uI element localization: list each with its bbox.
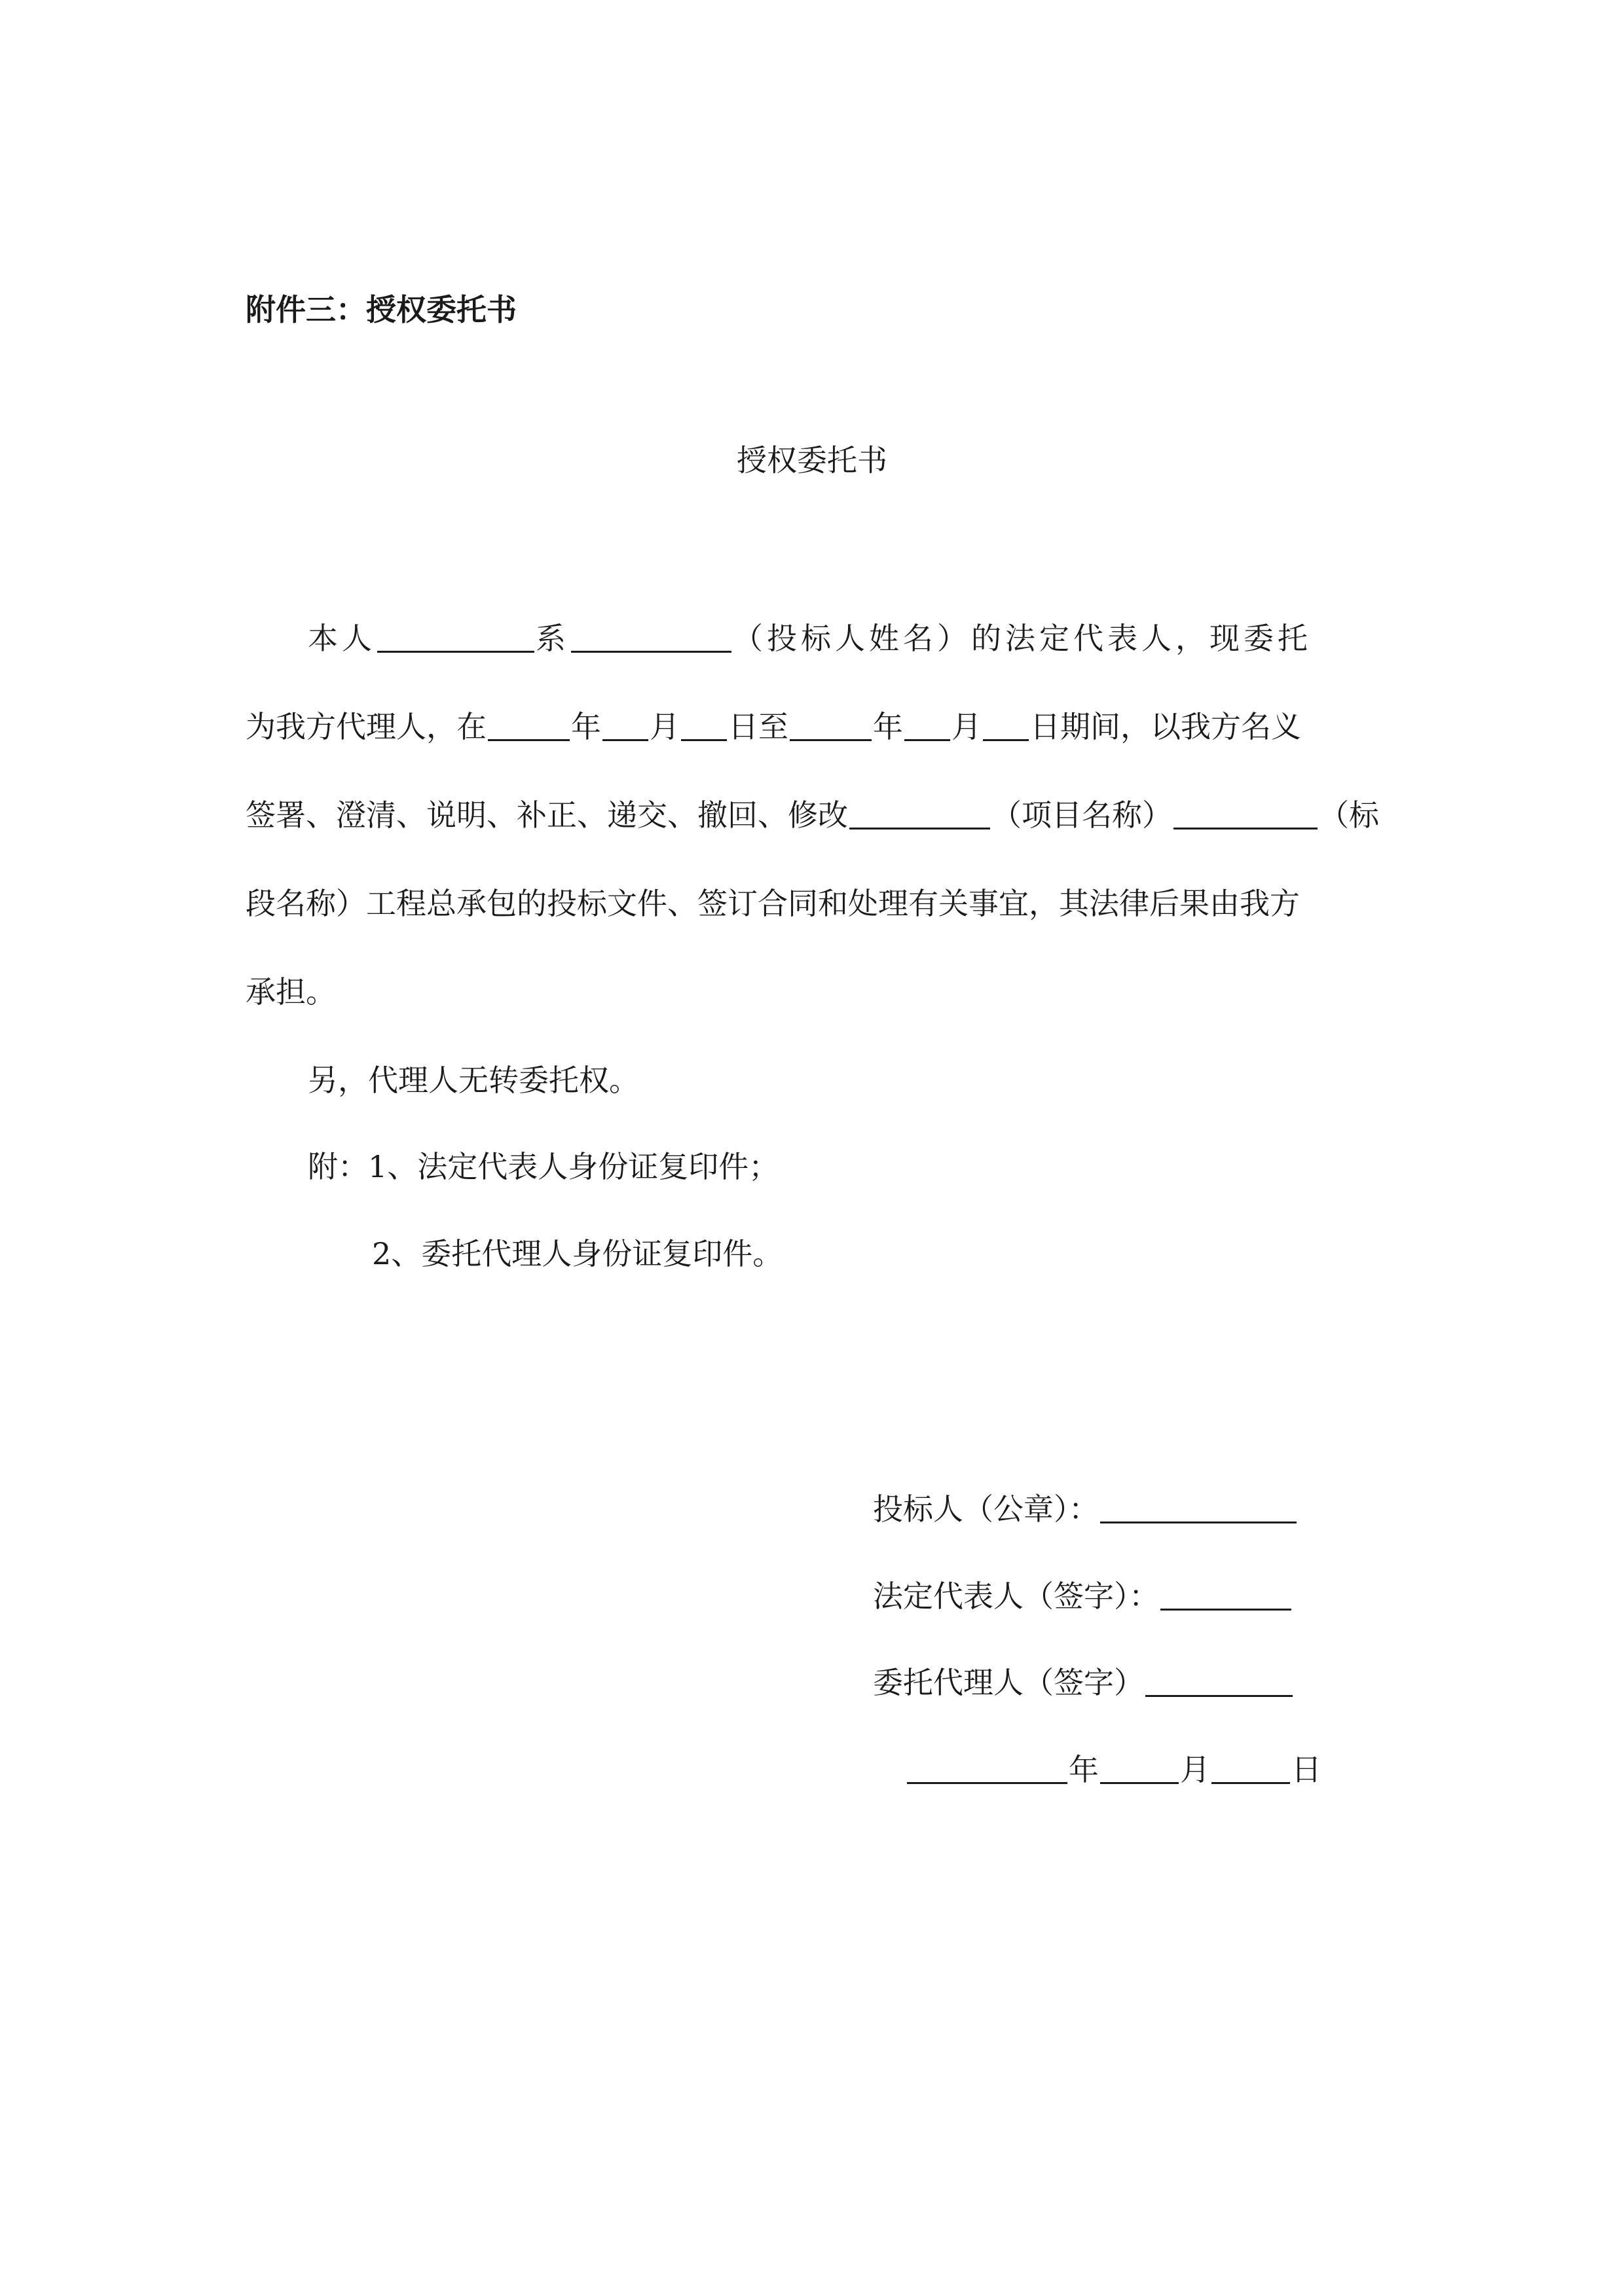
text-project-name: （项目名称） xyxy=(991,797,1172,833)
text-actions: 签署、澄清、说明、补正、递交、撤回、修改 xyxy=(246,797,848,833)
agent-sign-line xyxy=(873,1643,1294,1722)
text-month: 月 xyxy=(1180,1752,1210,1787)
attachment-item-2: 2、委托代理人身份证复印件。 xyxy=(372,1236,783,1271)
project-name-blank[interactable] xyxy=(849,793,990,829)
section-name-blank[interactable] xyxy=(1173,793,1318,829)
bidder-seal-line xyxy=(873,1470,1298,1548)
text-legal-rep-clause: （投标人姓名）的法定代表人，现委托 xyxy=(733,621,1312,656)
text-day-to: 日至 xyxy=(728,709,788,744)
attachment-item-1 xyxy=(308,1127,779,1206)
bidder-seal-label: 投标人（公章）： xyxy=(873,1491,1099,1527)
body-line-5: 承担。 xyxy=(246,974,336,1010)
body-line-3 xyxy=(246,776,1379,854)
attachment-heading: 附件三：授权委托书 xyxy=(246,292,517,327)
body-line-4: 段名称）工程总承包的投标文件、签订合同和处理有关事宜，其法律后果由我方 xyxy=(246,886,1300,921)
no-sub-delegation-line: 另，代理人无转委托权。 xyxy=(308,1063,639,1098)
attachment-item-1-text: 1、法定代表人身份证复印件； xyxy=(368,1149,779,1184)
text-year: 年 xyxy=(1069,1752,1099,1787)
document-title: 授权委托书 xyxy=(737,443,887,478)
bidder-name-blank[interactable] xyxy=(571,617,731,653)
legal-rep-sign-line xyxy=(873,1557,1293,1635)
agent-sign-label: 委托代理人（签字） xyxy=(873,1665,1144,1700)
legal-rep-sign-blank[interactable] xyxy=(1160,1575,1291,1611)
body-line-2 xyxy=(246,687,1301,766)
text-biao: （标 xyxy=(1319,797,1379,833)
text-day: 日 xyxy=(1291,1752,1321,1787)
text-period-clause: 日期间，以我方名义 xyxy=(1030,709,1301,744)
text-month: 月 xyxy=(650,709,680,744)
legal-rep-sign-label: 法定代表人（签字）： xyxy=(873,1578,1159,1614)
text-year: 年 xyxy=(873,709,903,744)
start-day-blank[interactable] xyxy=(681,705,727,741)
text-ben-ren: 本人 xyxy=(308,621,376,656)
bidder-seal-blank[interactable] xyxy=(1100,1487,1297,1523)
end-year-blank[interactable] xyxy=(790,705,872,741)
attachment-prefix: 附： xyxy=(308,1149,368,1184)
end-month-blank[interactable] xyxy=(904,705,950,741)
start-year-blank[interactable] xyxy=(488,705,570,741)
agent-sign-blank[interactable] xyxy=(1145,1661,1293,1697)
signature-date-line xyxy=(906,1730,1321,1809)
principal-name-blank[interactable] xyxy=(377,617,534,653)
text-xi: 系 xyxy=(536,621,570,656)
sign-day-blank[interactable] xyxy=(1211,1748,1290,1784)
sign-year-blank[interactable] xyxy=(907,1748,1067,1784)
sign-month-blank[interactable] xyxy=(1100,1748,1179,1784)
end-day-blank[interactable] xyxy=(983,705,1029,741)
text-year: 年 xyxy=(571,709,601,744)
text-agent-intro: 为我方代理人，在 xyxy=(246,709,487,744)
body-line-1 xyxy=(308,599,1312,678)
text-month: 月 xyxy=(951,709,982,744)
start-month-blank[interactable] xyxy=(602,705,648,741)
